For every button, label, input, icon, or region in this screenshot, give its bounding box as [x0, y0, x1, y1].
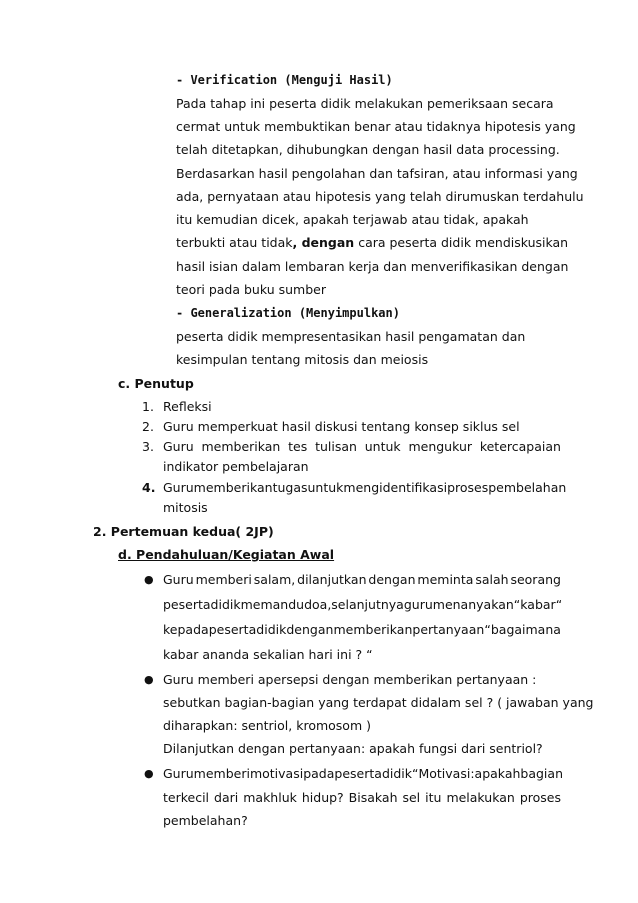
word: memberikan [201, 439, 281, 454]
word: itu [425, 790, 442, 805]
word: salam, [253, 572, 296, 587]
verification-line: ada, pernyataan atau hipotesis yang telah dirumuskan terdahulu [176, 189, 584, 204]
word: Bisakah [348, 790, 398, 805]
word: peserta [334, 766, 382, 781]
verification-line [176, 233, 568, 253]
penutup-item-text: Guru memperkuat hasil diskusi tentang konsep siklus sel [163, 419, 520, 434]
penutup-heading: c. Penutup [118, 376, 194, 391]
word: pertanyaan [412, 622, 485, 637]
penutup-item-number: 2. [142, 419, 154, 434]
word: untuk [364, 439, 401, 454]
word: menanyakan [432, 597, 514, 612]
word: kepada [163, 622, 209, 637]
bullet-line: kabar ananda sekalian hari ini ? “ [163, 647, 373, 662]
generalization-line: peserta didik mempresentasikan hasil pengamatan dan [176, 329, 526, 344]
bullet-line [163, 570, 561, 590]
penutup-item-continuation: mitosis [163, 500, 208, 515]
bullet-icon: ● [144, 573, 154, 586]
word: doa, [304, 597, 332, 612]
word: Guru [163, 766, 194, 781]
word: salah [475, 572, 509, 587]
word: dengan [286, 622, 334, 637]
word: didik [210, 597, 241, 612]
word: dilanjutkan [297, 572, 367, 587]
meeting-heading: 2. Pertemuan kedua( 2JP) [93, 524, 274, 539]
word: peserta [163, 597, 211, 612]
word: apakah [474, 766, 521, 781]
penutup-item-number: 4. [142, 480, 156, 495]
word: kabar [520, 597, 556, 612]
penutup-item-text [163, 437, 561, 457]
word: memandu [240, 597, 305, 612]
word: dengan [368, 572, 416, 587]
penutup-item-text: Refleksi [163, 399, 212, 414]
bullet-line [163, 595, 561, 615]
word: “ [513, 597, 521, 612]
word: sel [402, 790, 421, 805]
word: peserta [208, 622, 257, 637]
bullet-line [163, 620, 561, 640]
penutup-item-text [163, 478, 567, 498]
word: mengidentifikasi [343, 480, 448, 495]
verification-text: terbukti atau tidak [176, 235, 293, 250]
bullet-line: pembelahan? [163, 813, 248, 828]
penutup-item-number: 1. [142, 399, 154, 414]
bullet-icon: ● [144, 767, 154, 780]
word: seorang [510, 572, 561, 587]
word: meminta [417, 572, 474, 587]
penutup-item-continuation: indikator pembelajaran [163, 459, 309, 474]
bullet-line [163, 788, 561, 808]
word: selanjutnya [331, 597, 404, 612]
verification-line: cermat untuk membuktikan benar atau tidaknya hipotesis yang [176, 119, 576, 134]
generalization-heading: - Generalization (Menyimpulkan) [176, 306, 400, 320]
word: hidup? [301, 790, 344, 805]
word: Guru [163, 480, 194, 495]
verification-line: Pada tahap ini peserta didik melakukan pemeriksaan secara [176, 96, 554, 111]
word: terkecil [163, 790, 210, 805]
bullet-line: diharapkan: sentriol, kromosom ) [163, 718, 371, 733]
verification-line: Berdasarkan hasil pengolahan dan tafsiran, atau informasi yang [176, 166, 578, 181]
word: makhluk [243, 790, 297, 805]
word: proses [519, 790, 561, 805]
word: tugas [272, 480, 308, 495]
word: “Motivasi: [412, 766, 475, 781]
word: bagaimana [490, 622, 561, 637]
word: Guru [163, 439, 194, 454]
word: bagian [520, 766, 563, 781]
word: guru [403, 597, 433, 612]
word: didik [256, 622, 287, 637]
bullet-line: Dilanjutkan dengan pertanyaan: apakah fungsi dari sentriol? [163, 741, 543, 756]
word: dari [214, 790, 239, 805]
verification-bold-text: , dengan [292, 235, 355, 250]
word: pada [303, 766, 335, 781]
verification-text: cara peserta didik mendiskusikan [354, 235, 569, 250]
word: pembelahan [488, 480, 567, 495]
penutup-item-number: 3. [142, 439, 154, 454]
word: didik [381, 766, 412, 781]
word: “ [555, 597, 563, 612]
word: tes [288, 439, 308, 454]
verification-line: hasil isian dalam lembaran kerja dan menverifikasikan dengan [176, 259, 569, 274]
word: proses [447, 480, 489, 495]
word: untuk [307, 480, 344, 495]
word: memberikan [333, 622, 413, 637]
bullet-icon: ● [144, 673, 154, 686]
word: “ [484, 622, 491, 637]
verification-heading: - Verification (Menguji Hasil) [176, 73, 393, 87]
section-subheading: d. Pendahuluan/Kegiatan Awal [118, 547, 335, 562]
verification-line: telah ditetapkan, dihubungkan dengan hasil data processing. [176, 142, 560, 157]
word: mengukur [408, 439, 473, 454]
word: memberi [193, 766, 250, 781]
verification-line: teori pada buku sumber [176, 282, 326, 297]
bullet-line [163, 764, 561, 784]
word: melakukan [446, 790, 515, 805]
word: Guru [163, 572, 194, 587]
word: tulisan [315, 439, 357, 454]
word: ketercapaian [479, 439, 561, 454]
bullet-line: Guru memberi apersepsi dengan memberikan pertanyaan : [163, 672, 537, 687]
verification-line: itu kemudian dicek, apakah terjawab atau tidak, apakah [176, 212, 529, 227]
bullet-line: sebutkan bagian-bagian yang terdapat didalam sel ? ( jawaban yang [163, 695, 594, 710]
word: motivasi [249, 766, 304, 781]
word: memberikan [193, 480, 273, 495]
word: memberi [195, 572, 252, 587]
generalization-line: kesimpulan tentang mitosis dan meiosis [176, 352, 429, 367]
